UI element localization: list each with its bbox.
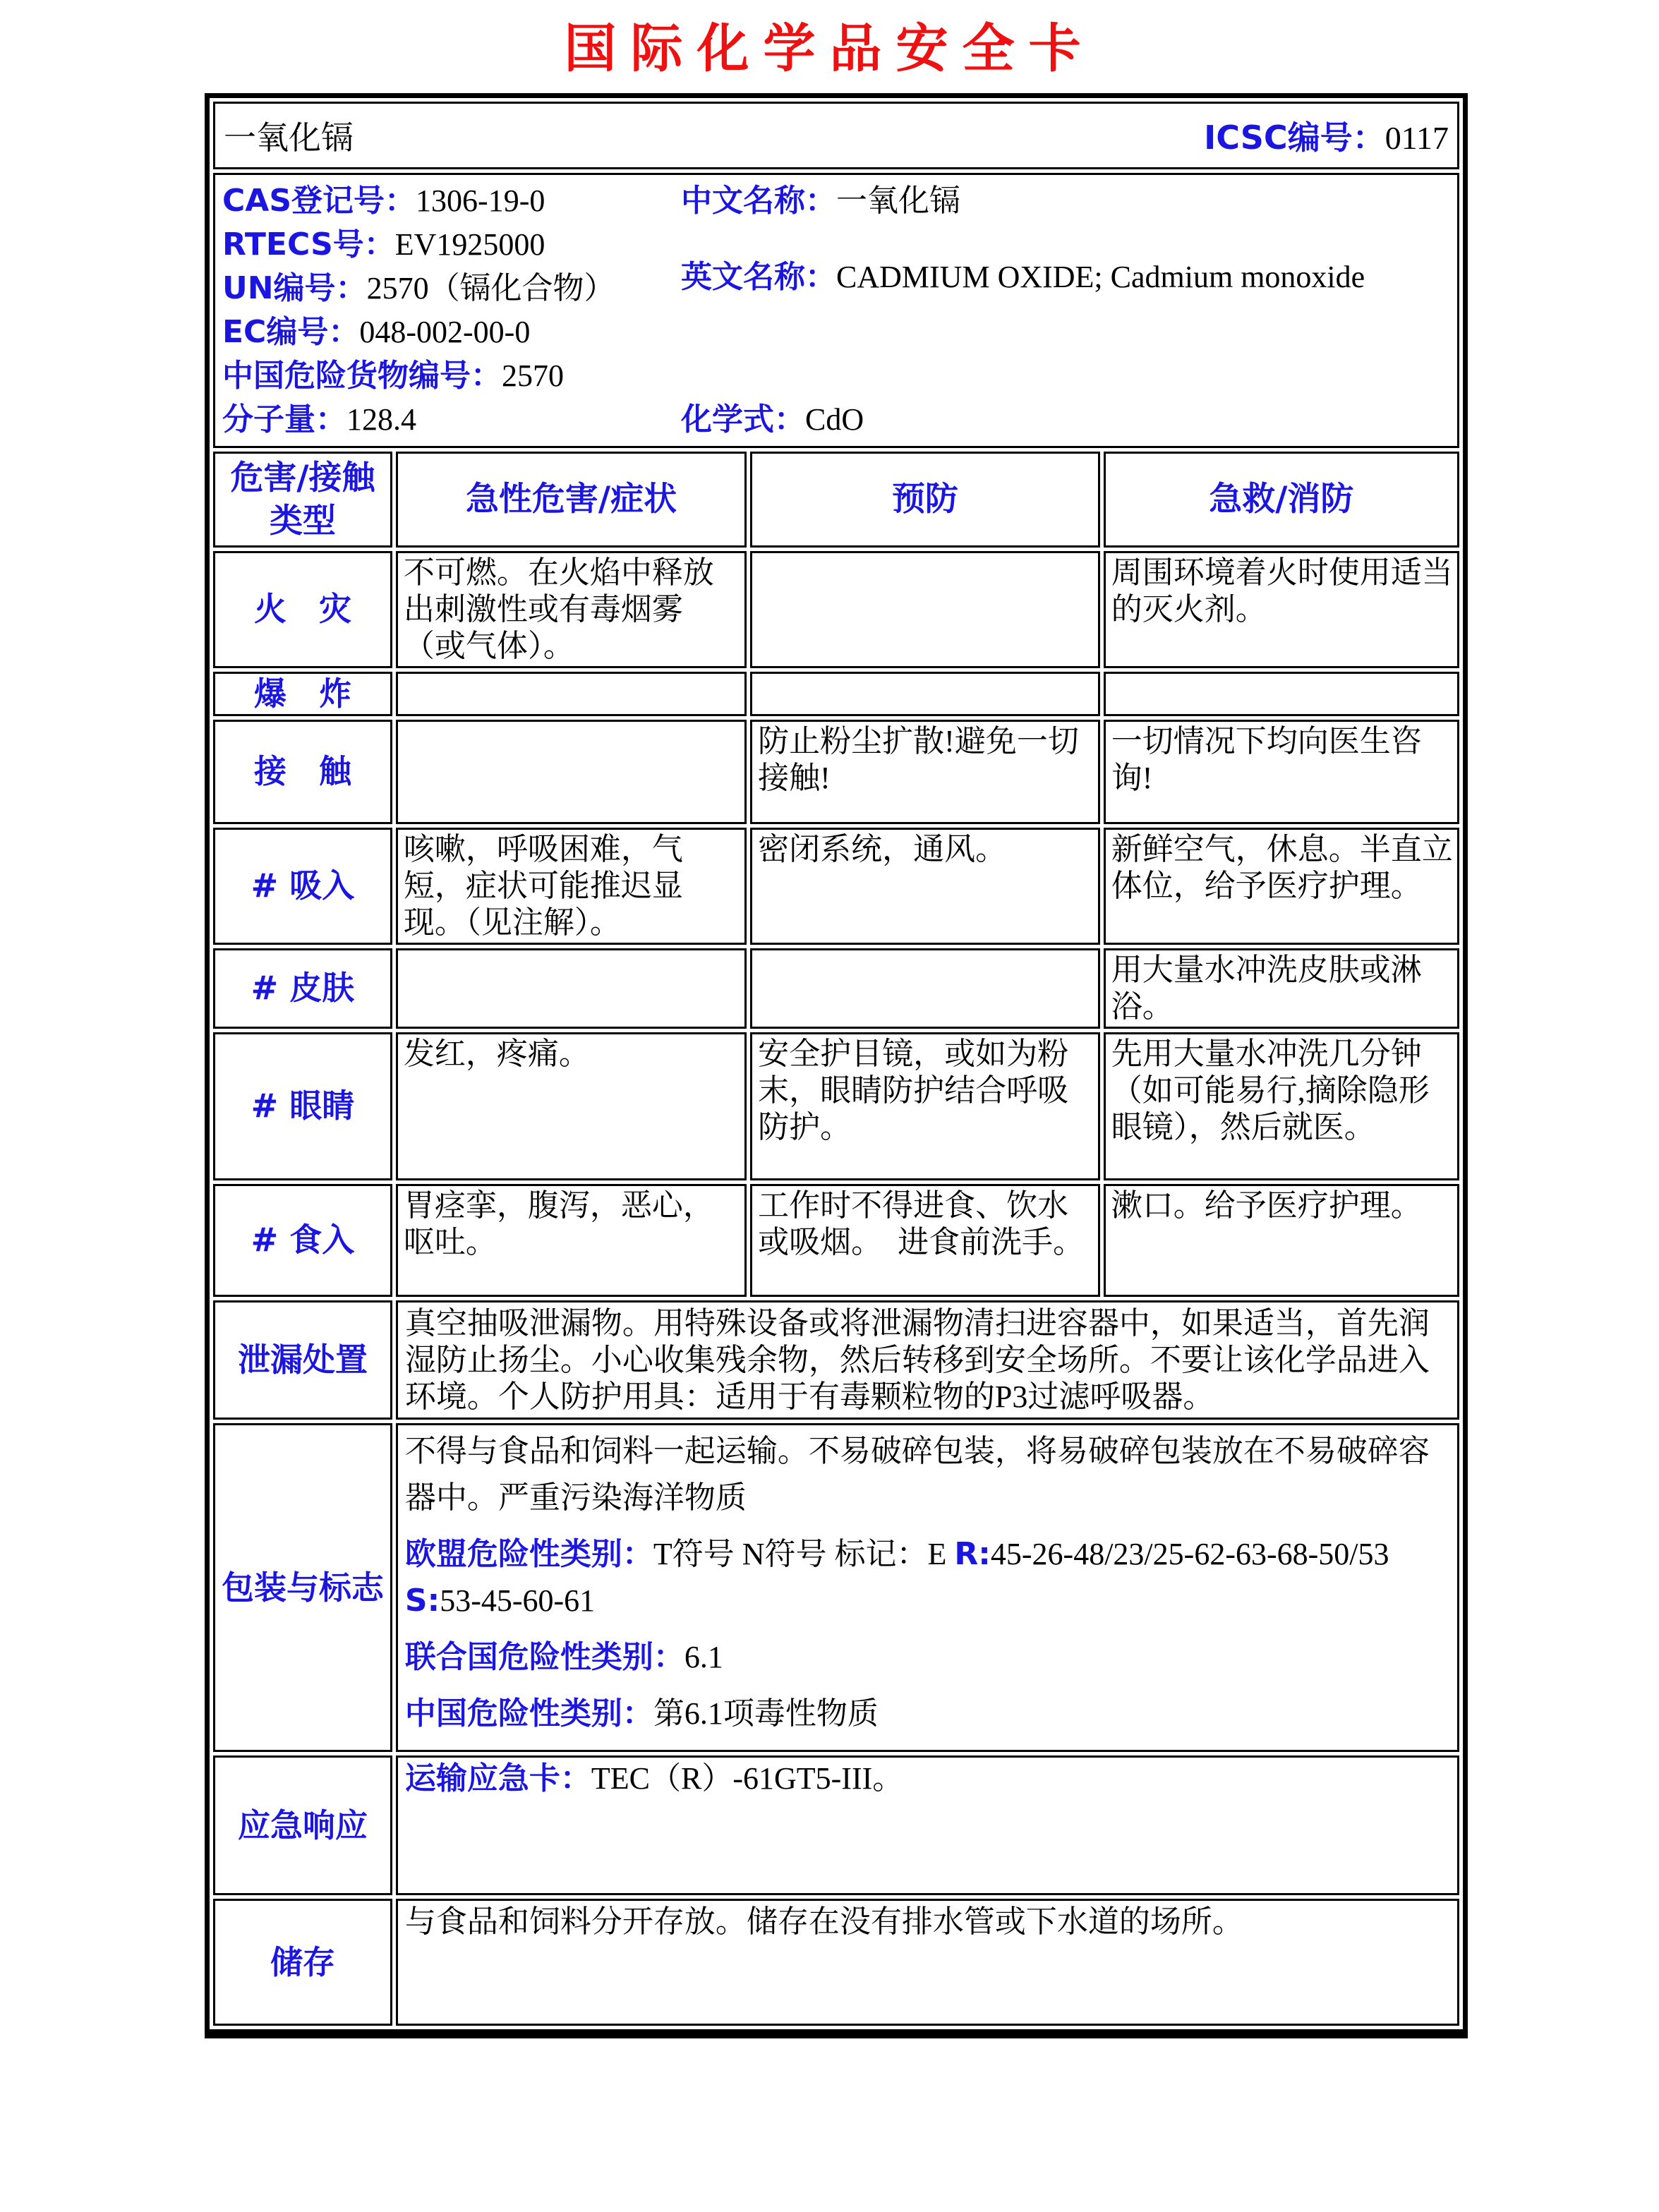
un-class-value: 6.1	[684, 1640, 723, 1675]
packaging-content	[396, 1423, 1459, 1752]
rtecs-value: EV1925000	[394, 227, 545, 262]
cas-value: 1306-19-0	[416, 183, 545, 218]
eu-class-symbols: T符号 N符号 标记：E	[653, 1537, 955, 1572]
skin-firstaid: 用大量水冲洗皮肤或淋浴。	[1104, 948, 1459, 1029]
spill-content: 真空抽吸泄漏物。用特殊设备或将泄漏物清扫进容器中，如果适当，首先润湿防止扬尘。小心收集残余物，然后转移到安全场所。不要让该化学品进入环境。个人防护用具：适用于有毒颗粒物的P3过滤呼吸器。	[396, 1300, 1459, 1420]
icsc-card-table	[205, 93, 1468, 2038]
ingestion-symptoms: 胃痉挛，腹泻，恶心，呕吐。	[396, 1184, 747, 1297]
packaging-eu-class-line	[405, 1531, 1450, 1624]
skin-label: # 皮肤	[213, 948, 392, 1029]
row-inhalation	[213, 828, 1459, 945]
explosion-prevention	[750, 672, 1100, 717]
ingestion-label: # 食入	[213, 1184, 392, 1297]
china-dg-value: 2570	[502, 358, 564, 393]
terc-label: 运输应急卡：	[404, 1760, 591, 1797]
ingestion-prevention: 工作时不得进食、饮水或吸烟。 进食前洗手。	[750, 1184, 1100, 1297]
row-contact	[213, 720, 1459, 824]
row-ingestion	[213, 1184, 1459, 1297]
row-fire	[213, 551, 1459, 668]
fire-symptoms: 不可燃。在火焰中释放出刺激性或有毒烟雾（或气体）。	[396, 551, 747, 668]
identifiers-row	[213, 173, 1459, 448]
skin-symptoms	[396, 948, 747, 1029]
chinese-name-value: 一氧化镉	[836, 183, 960, 218]
china-dg-line	[222, 354, 1450, 398]
icsc-number-value: 0117	[1384, 120, 1449, 156]
r-phrases-value: 45-26-48/23/25-62-63-68-50/53	[990, 1537, 1389, 1572]
page-title: 国际化学品安全卡	[564, 18, 1095, 79]
inhalation-prevention: 密闭系统，通风。	[750, 828, 1100, 945]
header-hazard-type: 危害/接触类型	[213, 452, 392, 548]
fire-firstaid: 周围环境着火时使用适当的灭火剂。	[1104, 551, 1459, 668]
china-dg-label: 中国危险货物编号：	[222, 358, 502, 394]
packaging-transport-text: 不得与食品和饲料一起运输。不易破碎包装，将易破碎包装放在不易破碎容器中。严重污染海洋物质	[404, 1434, 1430, 1516]
s-phrases-label: S:	[404, 1583, 440, 1619]
eyes-prevention: 安全护目镜，或如为粉末，眼睛防护结合呼吸防护。	[750, 1032, 1100, 1180]
contact-label: 接 触	[213, 720, 392, 824]
row-eyes	[213, 1032, 1459, 1180]
icsc-number	[1204, 112, 1449, 159]
eyes-symptoms: 发红，疼痛。	[396, 1032, 747, 1180]
ec-value: 048-002-00-0	[359, 315, 531, 349]
formula-value: CdO	[805, 402, 864, 437]
eu-class-label: 欧盟危险性类别：	[404, 1536, 653, 1573]
name-row	[213, 102, 1459, 169]
contact-firstaid: 一切情况下均向医生咨询!	[1104, 720, 1459, 824]
un-value: 2570（镉化合物）	[366, 271, 615, 306]
inhalation-symptoms: 咳嗽，呼吸困难，气短，症状可能推迟显现。（见注解）。	[396, 828, 747, 945]
ec-line	[222, 310, 1450, 354]
r-phrases-label: R:	[954, 1536, 991, 1573]
packaging-un-class-line	[405, 1634, 1450, 1681]
eyes-firstaid: 先用大量水冲洗几分钟（如可能易行,摘除隐形眼镜），然后就医。	[1104, 1032, 1459, 1180]
inhalation-label: # 吸入	[213, 828, 392, 945]
chinese-name-label: 中文名称：	[681, 183, 836, 219]
row-spill-disposal	[213, 1300, 1459, 1420]
emergency-label: 应急响应	[213, 1755, 392, 1895]
header-acute-symptoms: 急性危害/症状	[396, 452, 747, 548]
contact-symptoms	[396, 720, 747, 824]
chinese-name-line	[681, 179, 960, 223]
row-explosion	[213, 672, 1459, 717]
emergency-content	[396, 1755, 1459, 1895]
rtecs-label: RTECS号：	[222, 226, 395, 262]
formula-line	[681, 398, 864, 442]
molweight-label: 分子量：	[222, 401, 346, 437]
english-name-label: 英文名称：	[681, 259, 836, 295]
ingestion-firstaid: 漱口。给予医疗护理。	[1104, 1184, 1459, 1297]
identifiers-block	[222, 179, 1450, 442]
spill-label: 泄漏处置	[213, 1300, 392, 1420]
molweight-value: 128.4	[346, 402, 416, 437]
eyes-label: # 眼睛	[213, 1032, 392, 1180]
cas-label: CAS登记号：	[222, 183, 416, 219]
un-label: UN编号：	[222, 270, 367, 306]
formula-label: 化学式：	[681, 401, 805, 437]
explosion-label: 爆 炸	[213, 672, 392, 717]
storage-label: 储存	[213, 1899, 392, 2026]
cn-class-value: 第6.1项毒性物质	[653, 1696, 879, 1731]
header-firstaid-fire: 急救/消防	[1104, 452, 1459, 548]
inhalation-firstaid: 新鲜空气，休息。半直立体位，给予医疗护理。	[1104, 828, 1459, 945]
packaging-label: 包装与标志	[213, 1423, 392, 1752]
icsc-number-label: ICSC编号：	[1204, 119, 1385, 157]
header-prevention: 预防	[750, 452, 1100, 548]
contact-prevention: 防止粉尘扩散!避免一切接触!	[750, 720, 1100, 824]
row-emergency-response	[213, 1755, 1459, 1895]
chemical-name: 一氧化镉	[224, 120, 354, 156]
un-class-label: 联合国危险性类别：	[404, 1639, 684, 1676]
row-storage	[213, 1899, 1459, 2026]
english-name-value: CADMIUM OXIDE; Cadmium monoxide	[836, 260, 1365, 294]
storage-content: 与食品和饲料分开存放。储存在没有排水管或下水道的场所。	[396, 1899, 1459, 2026]
s-phrases-value: 53-45-60-61	[440, 1583, 596, 1619]
packaging-cn-class-line	[405, 1691, 1450, 1737]
explosion-symptoms	[396, 672, 747, 717]
cn-class-label: 中国危险性类别：	[404, 1696, 653, 1732]
skin-prevention	[750, 948, 1100, 1029]
fire-prevention	[750, 551, 1100, 668]
terc-value: TEC（R）-61GT5-III。	[591, 1761, 904, 1796]
english-name-line	[681, 255, 1365, 299]
row-skin	[213, 948, 1459, 1029]
fire-label: 火 灾	[213, 551, 392, 668]
hazard-header-row	[213, 452, 1459, 548]
ec-label: EC编号：	[222, 314, 360, 350]
row-packaging-labelling	[213, 1423, 1459, 1752]
explosion-firstaid	[1104, 672, 1459, 717]
